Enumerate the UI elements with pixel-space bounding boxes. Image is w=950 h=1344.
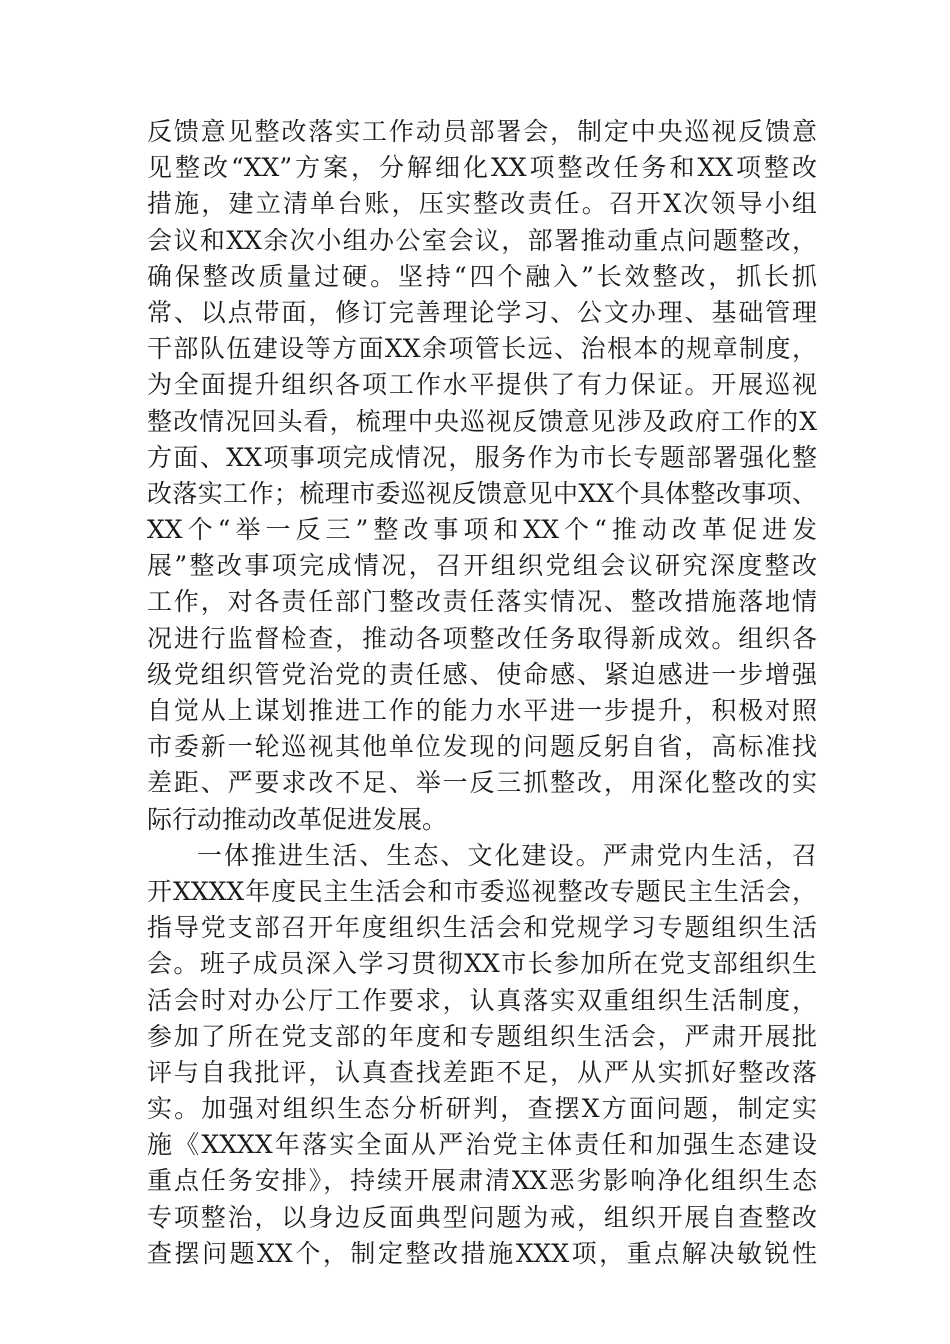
text-line: 参加了所在党支部的年度和专题组织生活会，严肃开展批 — [147, 1021, 817, 1051]
text-line: 况进行监督检查，推动各项整改任务取得新成效。组织各 — [147, 623, 817, 653]
text-line: 查摆问题XX个，制定整改措施XXX项，重点解决敏锐性 — [147, 1238, 817, 1268]
text-line: 干部队伍建设等方面XX余项管长远、治根本的规章制度， — [147, 334, 817, 364]
text-line: XX个“举一反三”整改事项和XX个“推动改革促进发 — [147, 515, 817, 545]
text-line: 开XXXX年度民主生活会和市委巡视整改专题民主生活会， — [147, 876, 817, 906]
text-line: 会。班子成员深入学习贯彻XX市长参加所在党支部组织生 — [147, 949, 817, 979]
text-line: 为全面提升组织各项工作水平提供了有力保证。开展巡视 — [147, 370, 817, 400]
text-line: 工作，对各责任部门整改责任落实情况、整改措施落地情 — [147, 587, 817, 617]
text-line: 常、以点带面，修订完善理论学习、公文办理、基础管理 — [147, 297, 817, 327]
text-line: 级党组织管党治党的责任感、使命感、紧迫感进一步增强 — [147, 659, 817, 689]
text-line: 活会时对办公厅工作要求，认真落实双重组织生活制度， — [147, 985, 817, 1015]
paragraph-last-line: 际行动推动改革促进发展。 — [147, 804, 448, 834]
text-line: 改落实工作；梳理市委巡视反馈意见中XX个具体整改事项、 — [147, 478, 817, 508]
text-line: 评与自我批评，认真查找差距不足，从严从实抓好整改落 — [147, 1057, 817, 1087]
text-line: 反馈意见整改落实工作动员部署会，制定中央巡视反馈意 — [147, 117, 817, 146]
text-line: 方面、XX项事项完成情况，服务作为市长专题部署强化整 — [147, 442, 817, 472]
text-line: 专项整治，以身边反面典型问题为戒，组织开展自查整改 — [147, 1202, 817, 1232]
text-line: 指导党支部召开年度组织生活会和党规学习专题组织生活 — [147, 913, 817, 943]
text-line: 施《XXXX年落实全面从严治党主体责任和加强生态建设 — [147, 1130, 817, 1160]
paragraph-first-line: 一体推进生活、生态、文化建设。严肃党内生活，召 — [197, 840, 817, 870]
text-line: 市委新一轮巡视其他单位发现的问题反躬自省，高标准找 — [147, 732, 817, 762]
text-line: 重点任务安排》，持续开展肃清XX恶劣影响净化组织生态 — [147, 1166, 817, 1196]
text-line: 见整改“XX”方案，分解细化XX项整改任务和XX项整改 — [147, 153, 817, 183]
text-line: 自觉从上谋划推进工作的能力水平进一步提升，积极对照 — [147, 696, 817, 725]
text-line: 实。加强对组织生态分析研判，查摆X方面问题，制定实 — [147, 1094, 817, 1124]
text-line: 整改情况回头看，梳理中央巡视反馈意见涉及政府工作的X — [147, 406, 817, 436]
text-line: 差距、严要求改不足、举一反三抓整改，用深化整改的实 — [147, 768, 817, 798]
text-line: 会议和XX余次小组办公室会议，部署推动重点问题整改， — [147, 225, 817, 255]
text-line: 确保整改质量过硬。坚持“四个融入”长效整改，抓长抓 — [147, 261, 817, 291]
text-line: 展”整改事项完成情况，召开组织党组会议研究深度整改 — [147, 551, 817, 581]
text-line: 措施，建立清单台账，压实整改责任。召开X次领导小组 — [147, 189, 817, 219]
body-text — [147, 114, 817, 1272]
